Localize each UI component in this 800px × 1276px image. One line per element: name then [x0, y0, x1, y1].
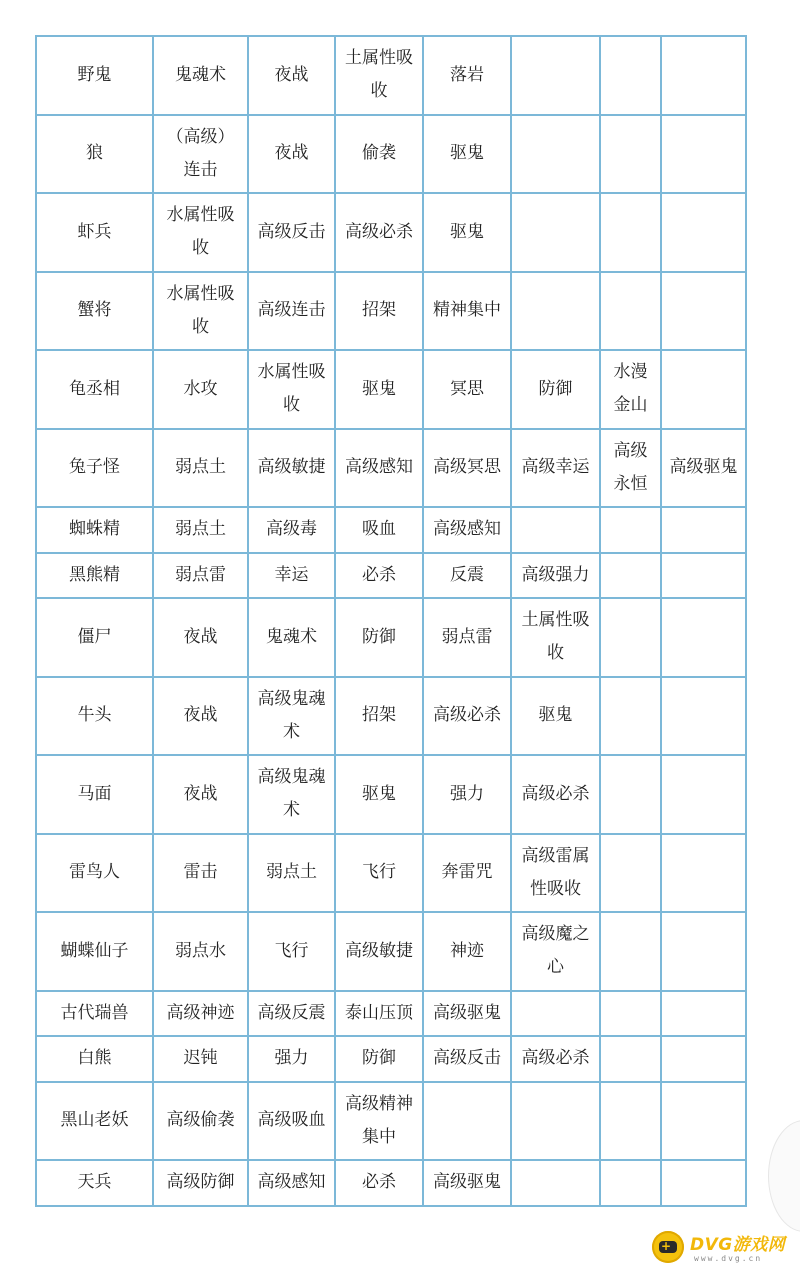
skill-cell: 高级感知: [248, 1160, 335, 1206]
table-row: [36, 507, 746, 553]
pet-name-cell: 黑山老妖: [36, 1082, 153, 1161]
table-row: [36, 36, 746, 115]
skill-cell: 高级反击: [248, 193, 335, 272]
skill-cell: 必杀: [335, 1160, 423, 1206]
skill-cell: [600, 115, 661, 194]
skill-cell: 防御: [335, 598, 423, 677]
skill-cell: [600, 272, 661, 351]
skill-cell: 高级魔之心: [511, 912, 600, 991]
skill-cell: [661, 834, 746, 913]
skill-cell: 高级敏捷: [335, 912, 423, 991]
skill-cell: 高级必杀: [335, 193, 423, 272]
table-row: [36, 350, 746, 429]
skill-cell: [661, 507, 746, 553]
skill-cell: 高级驱鬼: [423, 1160, 511, 1206]
skill-cell: 夜战: [248, 36, 335, 115]
skill-cell: [600, 677, 661, 756]
pet-name-cell: 兔子怪: [36, 429, 153, 508]
skill-cell: [600, 507, 661, 553]
table-row: [36, 553, 746, 599]
skill-cell: 驱鬼: [423, 115, 511, 194]
skill-cell: 弱点土: [153, 429, 248, 508]
pet-name-cell: 蝴蝶仙子: [36, 912, 153, 991]
pet-name-cell: 马面: [36, 755, 153, 834]
skill-cell: 反震: [423, 553, 511, 599]
table-body: [36, 36, 746, 1206]
skill-cell: 高级神迹: [153, 991, 248, 1037]
skill-cell: 高级感知: [335, 429, 423, 508]
skill-cell: 强力: [423, 755, 511, 834]
skill-cell: [511, 1082, 600, 1161]
skill-cell: [661, 677, 746, 756]
skill-cell: 夜战: [153, 677, 248, 756]
skill-cell: 水属性吸收: [153, 272, 248, 351]
scroll-edge-decoration: [768, 1120, 800, 1232]
table-row: [36, 598, 746, 677]
skill-cell: （高级）连击: [153, 115, 248, 194]
skill-cell: [661, 193, 746, 272]
skill-cell: 高级驱鬼: [661, 429, 746, 508]
pet-name-cell: 狼: [36, 115, 153, 194]
skill-cell: [511, 36, 600, 115]
skill-cell: 驱鬼: [423, 193, 511, 272]
skill-cell: 水攻: [153, 350, 248, 429]
watermark-brand: DVG游戏网: [690, 1235, 786, 1255]
skill-cell: [661, 991, 746, 1037]
gamepad-icon: [652, 1231, 684, 1263]
skill-cell: [600, 991, 661, 1037]
skill-cell: 高级雷属性吸收: [511, 834, 600, 913]
skill-cell: 高级必杀: [423, 677, 511, 756]
skill-cell: 迟钝: [153, 1036, 248, 1082]
skill-cell: 弱点水: [153, 912, 248, 991]
table-row: [36, 834, 746, 913]
skill-cell: [661, 350, 746, 429]
pet-name-cell: 虾兵: [36, 193, 153, 272]
skill-cell: 高级感知: [423, 507, 511, 553]
skill-cell: 夜战: [248, 115, 335, 194]
skill-cell: [661, 1082, 746, 1161]
skill-cell: [423, 1082, 511, 1161]
skill-cell: [511, 1160, 600, 1206]
table-row: [36, 272, 746, 351]
skill-cell: 水属性吸收: [248, 350, 335, 429]
skill-cell: [661, 115, 746, 194]
skill-cell: 高级必杀: [511, 1036, 600, 1082]
skill-cell: 神迹: [423, 912, 511, 991]
pet-name-cell: 白熊: [36, 1036, 153, 1082]
skill-cell: 高级鬼魂术: [248, 677, 335, 756]
skill-cell: 夜战: [153, 598, 248, 677]
pet-name-cell: 蜘蛛精: [36, 507, 153, 553]
skill-cell: 夜战: [153, 755, 248, 834]
skill-cell: [600, 1036, 661, 1082]
skill-cell: [661, 36, 746, 115]
skill-cell: 土属性吸收: [335, 36, 423, 115]
pet-name-cell: 僵尸: [36, 598, 153, 677]
skill-cell: 弱点雷: [153, 553, 248, 599]
table-row: [36, 1036, 746, 1082]
pet-name-cell: 野鬼: [36, 36, 153, 115]
skill-cell: 高级鬼魂术: [248, 755, 335, 834]
watermark-logo: [650, 1226, 795, 1270]
skill-cell: 偷袭: [335, 115, 423, 194]
table-row: [36, 1082, 746, 1161]
skill-cell: 高级精神集中: [335, 1082, 423, 1161]
watermark-url: www.dvg.cn: [694, 1254, 763, 1263]
pet-name-cell: 蟹将: [36, 272, 153, 351]
skill-cell: 精神集中: [423, 272, 511, 351]
skill-cell: 弱点土: [248, 834, 335, 913]
skill-cell: 招架: [335, 272, 423, 351]
skill-cell: [600, 598, 661, 677]
table-row: [36, 429, 746, 508]
pet-name-cell: 牛头: [36, 677, 153, 756]
skill-cell: [661, 912, 746, 991]
skill-cell: [511, 272, 600, 351]
skill-cell: 泰山压顶: [335, 991, 423, 1037]
skill-cell: [600, 1160, 661, 1206]
skill-cell: 必杀: [335, 553, 423, 599]
table-row: [36, 193, 746, 272]
table-row: [36, 991, 746, 1037]
skill-cell: 防御: [335, 1036, 423, 1082]
skill-cell: 高级防御: [153, 1160, 248, 1206]
skill-cell: [600, 912, 661, 991]
skill-cell: 飞行: [248, 912, 335, 991]
skill-cell: [661, 1036, 746, 1082]
skill-cell: 高级冥思: [423, 429, 511, 508]
table-row: [36, 912, 746, 991]
skill-cell: [511, 507, 600, 553]
skill-cell: 高级永恒: [600, 429, 661, 508]
table-row: [36, 755, 746, 834]
skill-cell: 水属性吸收: [153, 193, 248, 272]
skill-cell: [600, 193, 661, 272]
skill-cell: 飞行: [335, 834, 423, 913]
pet-name-cell: 黑熊精: [36, 553, 153, 599]
skill-cell: [661, 755, 746, 834]
skill-cell: [661, 1160, 746, 1206]
table-row: [36, 1160, 746, 1206]
skill-cell: 幸运: [248, 553, 335, 599]
skill-cell: [511, 991, 600, 1037]
skill-cell: 高级必杀: [511, 755, 600, 834]
skill-cell: 高级偷袭: [153, 1082, 248, 1161]
skill-cell: [661, 272, 746, 351]
skill-cell: 水漫金山: [600, 350, 661, 429]
skill-cell: 防御: [511, 350, 600, 429]
skill-cell: 高级强力: [511, 553, 600, 599]
table-row: [36, 115, 746, 194]
skill-cell: 驱鬼: [511, 677, 600, 756]
skill-cell: [600, 1082, 661, 1161]
skill-cell: 高级毒: [248, 507, 335, 553]
skill-cell: 高级连击: [248, 272, 335, 351]
skill-cell: 落岩: [423, 36, 511, 115]
skill-cell: 吸血: [335, 507, 423, 553]
skill-cell: 高级驱鬼: [423, 991, 511, 1037]
skill-cell: [661, 598, 746, 677]
skill-cell: 奔雷咒: [423, 834, 511, 913]
skill-cell: [600, 755, 661, 834]
pet-name-cell: 龟丞相: [36, 350, 153, 429]
skill-cell: 高级反击: [423, 1036, 511, 1082]
skill-cell: 冥思: [423, 350, 511, 429]
skill-cell: [600, 553, 661, 599]
skill-cell: 鬼魂术: [153, 36, 248, 115]
skill-cell: 驱鬼: [335, 350, 423, 429]
skill-cell: 雷击: [153, 834, 248, 913]
skill-cell: 弱点雷: [423, 598, 511, 677]
skill-cell: 土属性吸收: [511, 598, 600, 677]
skill-cell: [600, 834, 661, 913]
skill-cell: 鬼魂术: [248, 598, 335, 677]
skill-cell: 高级吸血: [248, 1082, 335, 1161]
skill-cell: 强力: [248, 1036, 335, 1082]
skill-cell: [511, 115, 600, 194]
skill-cell: 招架: [335, 677, 423, 756]
pet-name-cell: 雷鸟人: [36, 834, 153, 913]
skill-cell: 高级反震: [248, 991, 335, 1037]
table-row: [36, 677, 746, 756]
pet-name-cell: 古代瑞兽: [36, 991, 153, 1037]
skill-cell: [600, 36, 661, 115]
pet-name-cell: 天兵: [36, 1160, 153, 1206]
pet-skill-table: [35, 35, 747, 1207]
skill-cell: 高级敏捷: [248, 429, 335, 508]
skill-cell: 高级幸运: [511, 429, 600, 508]
skill-cell: 弱点土: [153, 507, 248, 553]
skill-cell: [661, 553, 746, 599]
skill-cell: 驱鬼: [335, 755, 423, 834]
skill-cell: [511, 193, 600, 272]
